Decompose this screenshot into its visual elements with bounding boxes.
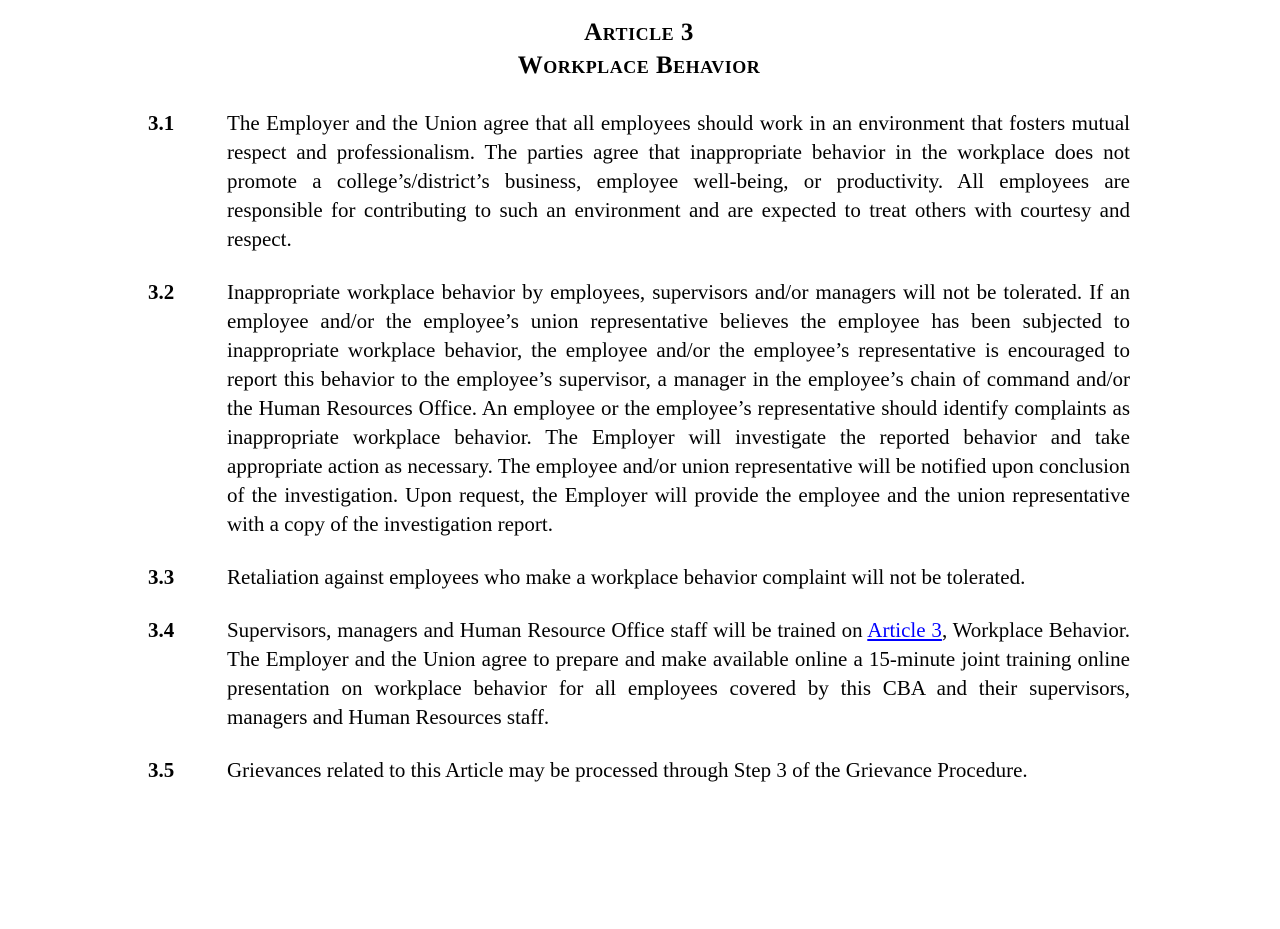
section-text-before-link: Supervisors, managers and Human Resource Office staff will be trained on	[227, 618, 868, 642]
section-3-3	[148, 563, 1130, 592]
article-heading	[148, 16, 1130, 82]
section-3-1	[148, 109, 1130, 254]
section-number: 3.2	[148, 280, 175, 304]
section-number: 3.1	[148, 111, 175, 135]
section-paragraph	[227, 616, 1130, 732]
section-number: 3.4	[148, 618, 175, 642]
article-subtitle: Workplace Behavior	[517, 52, 761, 79]
section-3-4	[148, 616, 1130, 732]
section-paragraph: The Employer and the Union agree that all employees should work in an environment that fosters mutual respect and professionalism. The parties agree that inappropriate behavior in the workplace does not promote a college’s/district’s business, employee well-being, or productivity. All employees are responsible for contributing to such an environment and are expected to treat others with courtesy and respect.	[227, 111, 1130, 251]
section-paragraph: Inappropriate workplace behavior by employees, supervisors and/or managers will not be tolerated. If an employee and/or the employee’s union representative believes the employee has been subjected to inappropriate workplace behavior, the employee and/or the employee’s representative is encouraged to report this behavior to the employee’s supervisor, a manager in the employee’s chain of command and/or the Human Resources Office. An employee or the employee’s representative should identify complaints as inappropriate workplace behavior. The Employer will investigate the reported behavior and take appropriate action as necessary. The employee and/or union representative will be notified upon conclusion of the investigation. Upon request, the Employer will provide the employee and the union representative with a copy of the investigation report.	[227, 280, 1130, 536]
section-paragraph: Grievances related to this Article may be processed through Step 3 of the Grievance Procedure.	[227, 758, 1028, 782]
section-3-2	[148, 278, 1130, 539]
section-text-after-link: , Workplace Behavior. The Employer and the Union agree to prepare and make available online a 15-minute joint training online presentation on workplace behavior for all employees covered by this CBA and their supervisors, managers and Human Resources staff.	[227, 618, 1130, 729]
article-title: Article 3	[584, 19, 694, 46]
section-3-5	[148, 756, 1130, 785]
section-number: 3.3	[148, 565, 175, 589]
section-number: 3.5	[148, 758, 175, 782]
article-3-link[interactable]: Article 3	[867, 618, 942, 642]
section-paragraph: Retaliation against employees who make a workplace behavior complaint will not be tolerated.	[227, 565, 1026, 589]
